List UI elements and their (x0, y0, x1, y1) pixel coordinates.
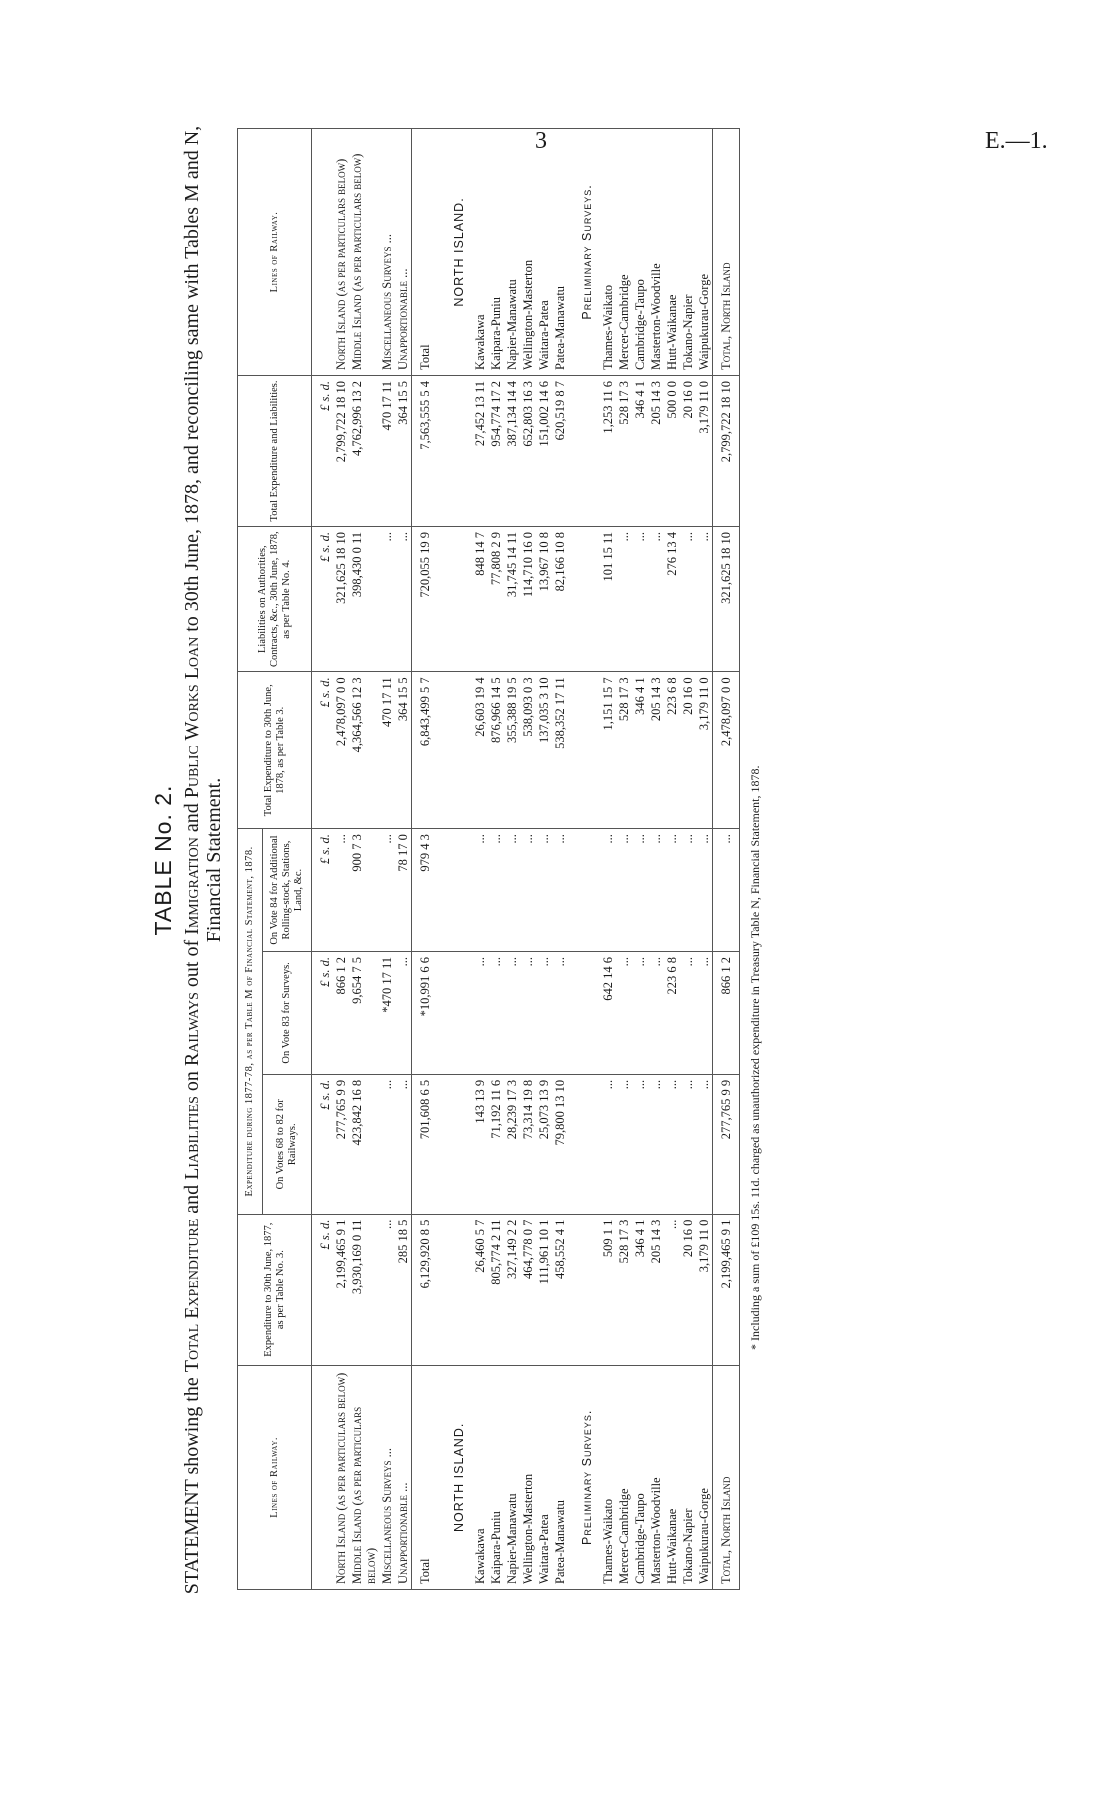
cell-value: ... (488, 951, 504, 1074)
cell-value: 509 1 1 (600, 1214, 616, 1365)
cell-value: 2,799,722 18 10 (713, 375, 740, 526)
cell-value: 398,430 0 11 (349, 526, 379, 671)
caption-text: Public Works Loan (181, 636, 203, 799)
cell-value: 346 4 1 (632, 375, 648, 526)
cell-value: 355,388 19 5 (504, 672, 520, 829)
cell-value: ... (632, 526, 648, 671)
row-label: Patea-Manawatu (552, 1365, 568, 1589)
unit-label: £ s. d. (312, 672, 334, 829)
cell-value: 4,364,566 12 3 (349, 672, 379, 829)
cell-value: 1,151 15 7 (600, 672, 616, 829)
row-label-right: Hutt-Waikanae (664, 129, 680, 376)
cell-value: ... (696, 1074, 713, 1214)
col-header-total-exp: Total Expenditure to 30th June, 1878, as per Table 3. (238, 672, 312, 829)
caption-text: STATEMENT showing the (181, 1377, 203, 1595)
cell-value: 620,519 8 7 (552, 375, 568, 526)
cell-value: ... (395, 1074, 412, 1214)
table-row (680, 129, 696, 1590)
cell-value: 71,192 11 6 (488, 1074, 504, 1214)
col-header-liabilities: Liabilities on Authorities, Contracts, &c., 30th June, 1878, as per Table No. 4. (238, 526, 312, 671)
row-label-right: Miscellaneous Surveys ... (379, 129, 395, 376)
table-row (504, 129, 520, 1590)
cell-value: 276 13 4 (664, 526, 680, 671)
row-label: Waitara-Patea (536, 1365, 552, 1589)
cell-value: 2,199,465 9 1 (713, 1214, 740, 1365)
row-label-right: Kawakawa (472, 129, 488, 376)
statement-table (237, 128, 740, 1590)
cell-value: 470 17 11 (379, 375, 395, 526)
cell-value: ... (664, 1214, 680, 1365)
row-label: Total, North Island (713, 1365, 740, 1589)
row-label: Tokano-Napier (680, 1365, 696, 1589)
cell-value: ... (616, 951, 632, 1074)
row-label-right: Napier-Manawatu (504, 129, 520, 376)
row-label: Kawakawa (472, 1365, 488, 1589)
unit-label: £ s. d. (312, 526, 334, 671)
cell-value: 111,961 10 1 (536, 1214, 552, 1365)
cell-value: 3,179 11 0 (696, 672, 713, 829)
cell-value: ... (504, 951, 520, 1074)
cell-value: ... (632, 951, 648, 1074)
cell-value: 464,778 0 7 (520, 1214, 536, 1365)
cell-value: 28,239 17 3 (504, 1074, 520, 1214)
cell-value: 848 14 7 (472, 526, 488, 671)
cell-value: 500 0 0 (664, 375, 680, 526)
cell-value: 528 17 3 (616, 375, 632, 526)
rotated-table-sheet (150, 110, 910, 1610)
cell-value: 364 15 5 (395, 375, 412, 526)
cell-value: 346 4 1 (632, 672, 648, 829)
cell-value: ... (600, 829, 616, 952)
cell-value: 346 4 1 (632, 1214, 648, 1365)
table-row (488, 129, 504, 1590)
section-heading: Preliminary Surveys. (568, 1365, 600, 1589)
cell-value: 7,563,555 5 4 (412, 375, 439, 526)
unit-label: £ s. d. (312, 951, 334, 1074)
caption-text: Railways (181, 992, 203, 1067)
caption-text: and (181, 803, 203, 833)
cell-value: 151,002 14 6 (536, 375, 552, 526)
cell-value: 954,774 17 2 (488, 375, 504, 526)
cell-value: 26,603 19 4 (472, 672, 488, 829)
cell-value: 876,966 14 5 (488, 672, 504, 829)
col-header-vote83: On Vote 83 for Surveys. (263, 951, 312, 1074)
cell-value: 3,179 11 0 (696, 375, 713, 526)
cell-value: 82,166 10 8 (552, 526, 568, 671)
cell-value: *10,991 6 6 (412, 951, 439, 1074)
row-label-right: Total (412, 129, 439, 376)
table-row (520, 129, 536, 1590)
cell-value: ... (600, 1074, 616, 1214)
cell-value: 979 4 3 (412, 829, 439, 952)
caption-text: Total Expenditure (181, 1218, 203, 1373)
cell-value: ... (488, 829, 504, 952)
cell-value: 78 17 0 (395, 829, 412, 952)
cell-value: 327,149 2 2 (504, 1214, 520, 1365)
cell-value: ... (696, 829, 713, 952)
cell-value: 423,842 16 8 (349, 1074, 379, 1214)
table-title: TABLE No. 2. (150, 784, 176, 936)
row-label-right: Masterton-Woodville (648, 129, 664, 376)
cell-value: 642 14 6 (600, 951, 616, 1074)
cell-value: 538,352 17 11 (552, 672, 568, 829)
table-row (412, 129, 439, 1590)
cell-value: 20 16 0 (680, 1214, 696, 1365)
unit-label: £ s. d. (312, 1214, 334, 1365)
cell-value: ... (696, 526, 713, 671)
cell-value: 114,710 16 0 (520, 526, 536, 671)
cell-value: 364 15 5 (395, 672, 412, 829)
cell-value: 20 16 0 (680, 672, 696, 829)
cell-value: 2,478,097 0 0 (713, 672, 740, 829)
cell-value: 223 6 8 (664, 951, 680, 1074)
caption-text: on (181, 1071, 203, 1092)
row-label-right: Tokano-Napier (680, 129, 696, 376)
cell-value: 6,129,920 8 5 (412, 1214, 439, 1365)
unit-label: £ s. d. (312, 1074, 334, 1214)
col-header-vote84: On Vote 84 for Additional Rolling-stock, Stations, Land, &c. (263, 829, 312, 952)
cell-value: 2,799,722 18 10 (333, 375, 349, 526)
row-label-right: Unapportionable ... (395, 129, 412, 376)
table-caption (181, 110, 225, 1610)
col-header-lines: Lines of Railway. (238, 1365, 312, 1589)
cell-value: 1,253 11 6 (600, 375, 616, 526)
cell-value: 26,460 5 7 (472, 1214, 488, 1365)
row-label-right: Total, North Island (713, 129, 740, 376)
cell-value: ... (680, 1074, 696, 1214)
table-row (664, 129, 680, 1590)
row-label-right: Thames-Waikato (600, 129, 616, 376)
cell-value: ... (536, 829, 552, 952)
cell-value: 3,179 11 0 (696, 1214, 713, 1365)
col-header-vote82: On Votes 68 to 82 for Railways. (263, 1074, 312, 1214)
cell-value: ... (379, 1214, 395, 1365)
cell-value: ... (379, 1074, 395, 1214)
caption-text: and (181, 1184, 203, 1214)
col-header-total: Total Expenditure and Liabilities. (238, 375, 312, 526)
units-row (312, 129, 334, 1590)
col-header-exp-1877: Expenditure to 30th June, 1877, as per Table No. 3. (238, 1214, 312, 1365)
table-row (616, 129, 632, 1590)
footnote: * Including a sum of £109 15s. 11d. charged as unauthorized expenditure in Treasury Table N, Financial Statement, 1878. (748, 765, 762, 1350)
row-label-right: Waipukurau-Gorge (696, 129, 713, 376)
row-label: Waipukurau-Gorge (696, 1365, 713, 1589)
row-label-right: Waitara-Patea (536, 129, 552, 376)
row-label: Thames-Waikato (600, 1365, 616, 1589)
cell-value: 866 1 2 (713, 951, 740, 1074)
caption-text: out of (181, 939, 203, 988)
cell-value: 6,843,499 5 7 (412, 672, 439, 829)
cell-value: 77,808 2 9 (488, 526, 504, 671)
cell-value: 528 17 3 (616, 1214, 632, 1365)
page-reference: E.—1. (985, 128, 1048, 154)
cell-value: ... (680, 829, 696, 952)
cell-value: ... (696, 951, 713, 1074)
cell-value: ... (664, 829, 680, 952)
cell-value: 866 1 2 (333, 951, 349, 1074)
cell-value: ... (648, 951, 664, 1074)
cell-value: 652,803 16 3 (520, 375, 536, 526)
cell-value: 277,765 9 9 (713, 1074, 740, 1214)
table-row (696, 129, 713, 1590)
cell-value: 79,800 13 10 (552, 1074, 568, 1214)
table-row (333, 129, 349, 1590)
section-heading: NORTH ISLAND. (438, 1365, 472, 1589)
cell-value: 277,765 9 9 (333, 1074, 349, 1214)
cell-value: 4,762,996 13 2 (349, 375, 379, 526)
cell-value: ... (680, 951, 696, 1074)
row-label: Kaipara-Puniu (488, 1365, 504, 1589)
row-label-right: Cambridge-Taupo (632, 129, 648, 376)
cell-value: 25,073 13 9 (536, 1074, 552, 1214)
section-heading-row (438, 129, 472, 1590)
unit-label: £ s. d. (312, 375, 334, 526)
cell-value: *470 17 11 (379, 951, 395, 1074)
table-row (632, 129, 648, 1590)
row-label-right: Patea-Manawatu (552, 129, 568, 376)
table-row (600, 129, 616, 1590)
caption-text: Liabilities (181, 1096, 203, 1180)
table-row (536, 129, 552, 1590)
cell-value: ... (616, 526, 632, 671)
table-row (349, 129, 379, 1590)
row-label: Total (412, 1365, 439, 1589)
caption-text: to 30th June, 1878, and reconciling same with Tables M and N, Financial Statement. (181, 125, 225, 943)
table-body (312, 129, 740, 1590)
row-label-right: Kaipara-Puniu (488, 129, 504, 376)
cell-value: 458,552 4 1 (552, 1214, 568, 1365)
table-row (395, 129, 412, 1590)
row-label: Hutt-Waikanae (664, 1365, 680, 1589)
cell-value: 205 14 3 (648, 1214, 664, 1365)
cell-value: 701,608 6 5 (412, 1074, 439, 1214)
cell-value: 31,745 14 11 (504, 526, 520, 671)
cell-value: ... (395, 526, 412, 671)
row-label: Unapportionable ... (395, 1365, 412, 1589)
row-label: North Island (as per particulars below) (333, 1365, 349, 1589)
row-label: Masterton-Woodville (648, 1365, 664, 1589)
cell-value: 101 15 11 (600, 526, 616, 671)
cell-value: ... (632, 1074, 648, 1214)
cell-value: 73,314 19 8 (520, 1074, 536, 1214)
unit-label: £ s. d. (312, 829, 334, 952)
cell-value: 2,478,097 0 0 (333, 672, 349, 829)
cell-value: ... (632, 829, 648, 952)
table-row (552, 129, 568, 1590)
cell-value: 470 17 11 (379, 672, 395, 829)
col-header-group: Expenditure during 1877-78, as per Table M of Financial Statement, 1878. (238, 829, 263, 1215)
cell-value: 13,967 10 8 (536, 526, 552, 671)
table-row (472, 129, 488, 1590)
cell-value: 205 14 3 (648, 375, 664, 526)
cell-value: ... (379, 829, 395, 952)
row-label: Napier-Manawatu (504, 1365, 520, 1589)
cell-value: 9,654 7 5 (349, 951, 379, 1074)
cell-value: ... (648, 1074, 664, 1214)
cell-value: 223 6 8 (664, 672, 680, 829)
row-label-right: Middle Island (as per particulars below) (349, 129, 379, 376)
page-number: 3 (535, 128, 547, 154)
cell-value: 528 17 3 (616, 672, 632, 829)
section-heading-right: Preliminary Surveys. (568, 129, 600, 376)
cell-value: ... (713, 829, 740, 952)
cell-value: 2,199,465 9 1 (333, 1214, 349, 1365)
row-label: Miscellaneous Surveys ... (379, 1365, 395, 1589)
row-label: Cambridge-Taupo (632, 1365, 648, 1589)
col-header-lines-right: Lines of Railway. (238, 129, 312, 376)
cell-value: 387,134 14 4 (504, 375, 520, 526)
cell-value: ... (616, 1074, 632, 1214)
table-row (713, 129, 740, 1590)
cell-value: ... (395, 951, 412, 1074)
cell-value: 285 18 5 (395, 1214, 412, 1365)
cell-value: 3,930,169 0 11 (349, 1214, 379, 1365)
cell-value: ... (648, 526, 664, 671)
cell-value: ... (680, 526, 696, 671)
cell-value: 20 16 0 (680, 375, 696, 526)
table-row (379, 129, 395, 1590)
cell-value: ... (664, 1074, 680, 1214)
cell-value: 720,055 19 9 (412, 526, 439, 671)
row-label-right: Mercer-Cambridge (616, 129, 632, 376)
cell-value: ... (504, 829, 520, 952)
row-label: Middle Island (as per particulars below) (349, 1365, 379, 1589)
section-heading-right: NORTH ISLAND. (438, 129, 472, 376)
cell-value: ... (552, 951, 568, 1074)
row-label: Wellington-Masterton (520, 1365, 536, 1589)
table-row (648, 129, 664, 1590)
row-label-right: North Island (as per particulars below) (333, 129, 349, 376)
cell-value: 143 13 9 (472, 1074, 488, 1214)
cell-value: 321,625 18 10 (713, 526, 740, 671)
cell-value: 27,452 13 11 (472, 375, 488, 526)
cell-value: ... (333, 829, 349, 952)
cell-value: 321,625 18 10 (333, 526, 349, 671)
cell-value: ... (616, 829, 632, 952)
cell-value: 137,035 3 10 (536, 672, 552, 829)
row-label: Mercer-Cambridge (616, 1365, 632, 1589)
caption-text: Immigration (181, 837, 203, 935)
cell-value: ... (472, 829, 488, 952)
cell-value: ... (520, 951, 536, 1074)
cell-value: 805,774 2 11 (488, 1214, 504, 1365)
cell-value: ... (379, 526, 395, 671)
cell-value: ... (520, 829, 536, 952)
cell-value: ... (552, 829, 568, 952)
cell-value: ... (472, 951, 488, 1074)
cell-value: 900 7 3 (349, 829, 379, 952)
cell-value: 205 14 3 (648, 672, 664, 829)
cell-value: ... (536, 951, 552, 1074)
row-label-right: Wellington-Masterton (520, 129, 536, 376)
cell-value: ... (648, 829, 664, 952)
cell-value: 538,093 0 3 (520, 672, 536, 829)
section-heading-row (568, 129, 600, 1590)
